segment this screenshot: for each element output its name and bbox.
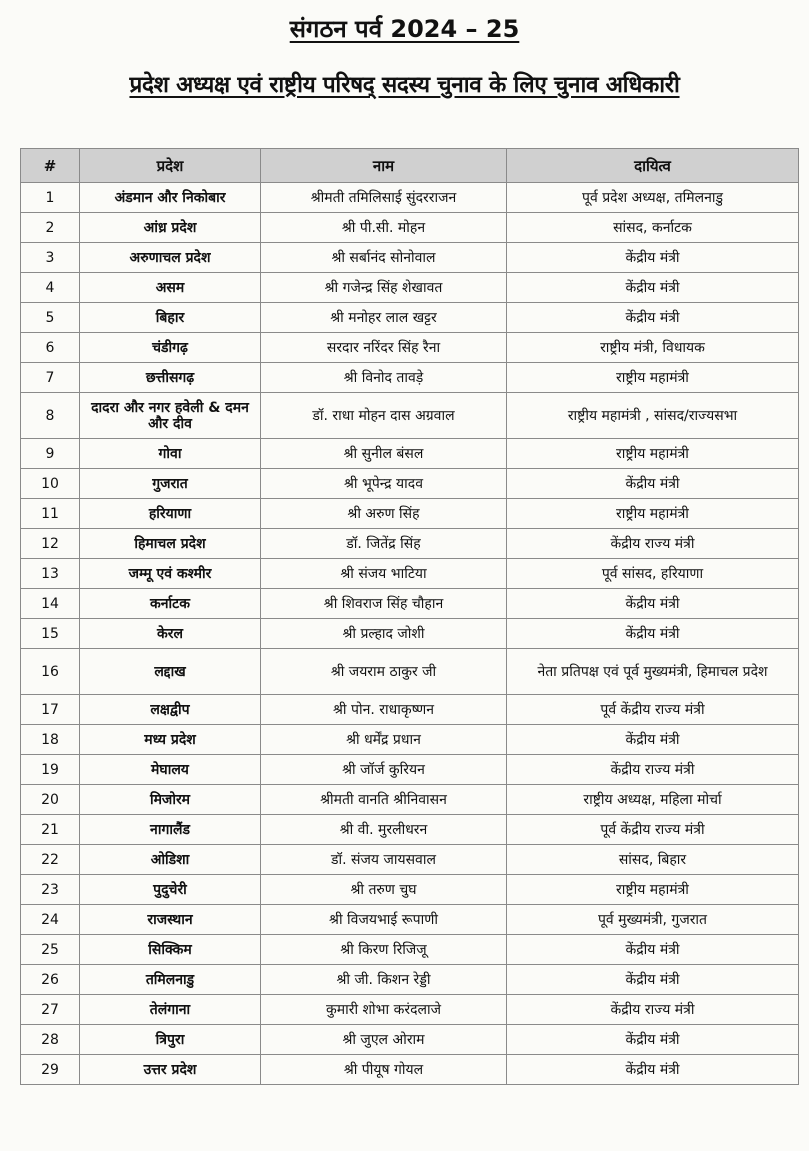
row-name: कुमारी शोभा करंदलाजे	[261, 995, 507, 1025]
row-number: 1	[21, 183, 80, 213]
table-row	[21, 273, 799, 303]
table-row	[21, 725, 799, 755]
row-state: केरल	[80, 619, 261, 649]
row-responsibility: राष्ट्रीय अध्यक्ष, महिला मोर्चा	[507, 785, 799, 815]
header-state: प्रदेश	[80, 149, 261, 183]
table-body	[21, 183, 799, 1085]
row-responsibility: राष्ट्रीय महामंत्री	[507, 439, 799, 469]
header-name: नाम	[261, 149, 507, 183]
table-row	[21, 845, 799, 875]
row-state: सिक्किम	[80, 935, 261, 965]
table-row	[21, 1025, 799, 1055]
row-name: श्री जॉर्ज कुरियन	[261, 755, 507, 785]
row-state: तमिलनाडु	[80, 965, 261, 995]
table-row	[21, 905, 799, 935]
table-header-row	[21, 149, 799, 183]
row-responsibility: केंद्रीय मंत्री	[507, 1025, 799, 1055]
row-name: श्री जी. किशन रेड्डी	[261, 965, 507, 995]
table-row	[21, 439, 799, 469]
table-row	[21, 755, 799, 785]
table-row	[21, 559, 799, 589]
row-state: आंध्र प्रदेश	[80, 213, 261, 243]
table-row	[21, 815, 799, 845]
row-name: श्री सुनील बंसल	[261, 439, 507, 469]
row-state: मध्य प्रदेश	[80, 725, 261, 755]
row-state: हरियाणा	[80, 499, 261, 529]
row-responsibility: पूर्व प्रदेश अध्यक्ष, तमिलनाडु	[507, 183, 799, 213]
row-name: सरदार नरिंदर सिंह रैना	[261, 333, 507, 363]
row-number: 22	[21, 845, 80, 875]
row-number: 15	[21, 619, 80, 649]
row-number: 9	[21, 439, 80, 469]
row-number: 24	[21, 905, 80, 935]
table-row	[21, 875, 799, 905]
row-state: गुजरात	[80, 469, 261, 499]
row-name: श्री संजय भाटिया	[261, 559, 507, 589]
row-state: गोवा	[80, 439, 261, 469]
table-row	[21, 213, 799, 243]
row-name: श्री पीयूष गोयल	[261, 1055, 507, 1085]
row-number: 14	[21, 589, 80, 619]
row-state: राजस्थान	[80, 905, 261, 935]
row-name: श्री विजयभाई रूपाणी	[261, 905, 507, 935]
row-state: ओडिशा	[80, 845, 261, 875]
row-state: नागालैंड	[80, 815, 261, 845]
table-row	[21, 1055, 799, 1085]
row-responsibility: राष्ट्रीय मंत्री, विधायक	[507, 333, 799, 363]
row-number: 18	[21, 725, 80, 755]
row-responsibility: केंद्रीय मंत्री	[507, 1055, 799, 1085]
row-name: श्री भूपेन्द्र यादव	[261, 469, 507, 499]
row-number: 17	[21, 695, 80, 725]
row-state: लक्षद्वीप	[80, 695, 261, 725]
table-row	[21, 183, 799, 213]
row-state: लद्दाख	[80, 649, 261, 695]
row-name: श्री पोन. राधाकृष्णन	[261, 695, 507, 725]
table-row	[21, 589, 799, 619]
row-responsibility: केंद्रीय राज्य मंत्री	[507, 755, 799, 785]
row-name: डॉ. जितेंद्र सिंह	[261, 529, 507, 559]
row-number: 8	[21, 393, 80, 439]
row-state: दादरा और नगर हवेली & दमन और दीव	[80, 393, 261, 439]
row-state: त्रिपुरा	[80, 1025, 261, 1055]
header-responsibility: दायित्व	[507, 149, 799, 183]
row-responsibility: केंद्रीय मंत्री	[507, 725, 799, 755]
row-responsibility: केंद्रीय राज्य मंत्री	[507, 529, 799, 559]
row-name: श्री जयराम ठाकुर जी	[261, 649, 507, 695]
document-title: संगठन पर्व 2024 – 25	[289, 15, 520, 43]
row-name: श्री किरण रिजिजू	[261, 935, 507, 965]
table-row	[21, 529, 799, 559]
row-responsibility: सांसद, कर्नाटक	[507, 213, 799, 243]
row-name: श्री मनोहर लाल खट्टर	[261, 303, 507, 333]
row-state: उत्तर प्रदेश	[80, 1055, 261, 1085]
row-responsibility: केंद्रीय मंत्री	[507, 303, 799, 333]
table-row	[21, 303, 799, 333]
table-row	[21, 965, 799, 995]
row-name: श्री धर्मेंद्र प्रधान	[261, 725, 507, 755]
row-responsibility: पूर्व सांसद, हरियाणा	[507, 559, 799, 589]
table-row	[21, 785, 799, 815]
table-row	[21, 499, 799, 529]
table-row	[21, 393, 799, 439]
header-number: #	[21, 149, 80, 183]
row-state: हिमाचल प्रदेश	[80, 529, 261, 559]
table-row	[21, 333, 799, 363]
row-name: श्री सर्बानंद सोनोवाल	[261, 243, 507, 273]
row-number: 3	[21, 243, 80, 273]
row-responsibility: पूर्व केंद्रीय राज्य मंत्री	[507, 695, 799, 725]
row-responsibility: राष्ट्रीय महामंत्री	[507, 499, 799, 529]
row-number: 29	[21, 1055, 80, 1085]
table-row	[21, 243, 799, 273]
row-responsibility: राष्ट्रीय महामंत्री , सांसद/राज्यसभा	[507, 393, 799, 439]
row-state: मेघालय	[80, 755, 261, 785]
row-name: डॉ. राधा मोहन दास अग्रवाल	[261, 393, 507, 439]
row-state: तेलंगाना	[80, 995, 261, 1025]
row-state: असम	[80, 273, 261, 303]
row-responsibility: केंद्रीय मंत्री	[507, 273, 799, 303]
row-name: श्री वी. मुरलीधरन	[261, 815, 507, 845]
row-responsibility: केंद्रीय मंत्री	[507, 965, 799, 995]
row-state: पुदुचेरी	[80, 875, 261, 905]
row-number: 7	[21, 363, 80, 393]
row-number: 2	[21, 213, 80, 243]
row-state: अंडमान और निकोबार	[80, 183, 261, 213]
table-row	[21, 935, 799, 965]
row-responsibility: पूर्व मुख्यमंत्री, गुजरात	[507, 905, 799, 935]
table-row	[21, 469, 799, 499]
election-officers-table	[20, 148, 799, 1085]
row-name: श्री विनोद तावड़े	[261, 363, 507, 393]
row-responsibility: पूर्व केंद्रीय राज्य मंत्री	[507, 815, 799, 845]
row-name: श्री प्रल्हाद जोशी	[261, 619, 507, 649]
row-number: 6	[21, 333, 80, 363]
row-responsibility: केंद्रीय मंत्री	[507, 469, 799, 499]
row-state: छत्तीसगढ़	[80, 363, 261, 393]
row-number: 4	[21, 273, 80, 303]
row-number: 16	[21, 649, 80, 695]
row-number: 21	[21, 815, 80, 845]
row-responsibility: केंद्रीय मंत्री	[507, 589, 799, 619]
row-number: 10	[21, 469, 80, 499]
row-responsibility: केंद्रीय मंत्री	[507, 619, 799, 649]
row-number: 26	[21, 965, 80, 995]
row-name: डॉ. संजय जायसवाल	[261, 845, 507, 875]
row-state: बिहार	[80, 303, 261, 333]
row-state: मिजोरम	[80, 785, 261, 815]
row-name: श्रीमती वानति श्रीनिवासन	[261, 785, 507, 815]
row-number: 20	[21, 785, 80, 815]
row-responsibility: राष्ट्रीय महामंत्री	[507, 363, 799, 393]
row-name: श्री जुएल ओराम	[261, 1025, 507, 1055]
row-name: श्री पी.सी. मोहन	[261, 213, 507, 243]
row-state: अरुणाचल प्रदेश	[80, 243, 261, 273]
row-responsibility: केंद्रीय राज्य मंत्री	[507, 995, 799, 1025]
row-name: श्री अरुण सिंह	[261, 499, 507, 529]
row-number: 19	[21, 755, 80, 785]
row-state: जम्मू एवं कश्मीर	[80, 559, 261, 589]
row-name: श्री शिवराज सिंह चौहान	[261, 589, 507, 619]
row-number: 12	[21, 529, 80, 559]
table-row	[21, 649, 799, 695]
table-row	[21, 695, 799, 725]
table-row	[21, 363, 799, 393]
document-subtitle: प्रदेश अध्यक्ष एवं राष्ट्रीय परिषद् सदस्य चुनाव के लिए चुनाव अधिकारी	[129, 72, 680, 98]
row-number: 23	[21, 875, 80, 905]
row-name: श्री गजेन्द्र सिंह शेखावत	[261, 273, 507, 303]
row-state: कर्नाटक	[80, 589, 261, 619]
row-responsibility: केंद्रीय मंत्री	[507, 243, 799, 273]
table-row	[21, 619, 799, 649]
table-row	[21, 995, 799, 1025]
row-number: 13	[21, 559, 80, 589]
row-responsibility: राष्ट्रीय महामंत्री	[507, 875, 799, 905]
row-number: 27	[21, 995, 80, 1025]
row-number: 11	[21, 499, 80, 529]
row-number: 25	[21, 935, 80, 965]
row-responsibility: नेता प्रतिपक्ष एवं पूर्व मुख्यमंत्री, हिमाचल प्रदेश	[507, 649, 799, 695]
row-state: चंडीगढ़	[80, 333, 261, 363]
row-name: श्री तरुण चुघ	[261, 875, 507, 905]
row-name: श्रीमती तमिलिसाई सुंदरराजन	[261, 183, 507, 213]
row-number: 28	[21, 1025, 80, 1055]
row-responsibility: सांसद, बिहार	[507, 845, 799, 875]
row-number: 5	[21, 303, 80, 333]
row-responsibility: केंद्रीय मंत्री	[507, 935, 799, 965]
